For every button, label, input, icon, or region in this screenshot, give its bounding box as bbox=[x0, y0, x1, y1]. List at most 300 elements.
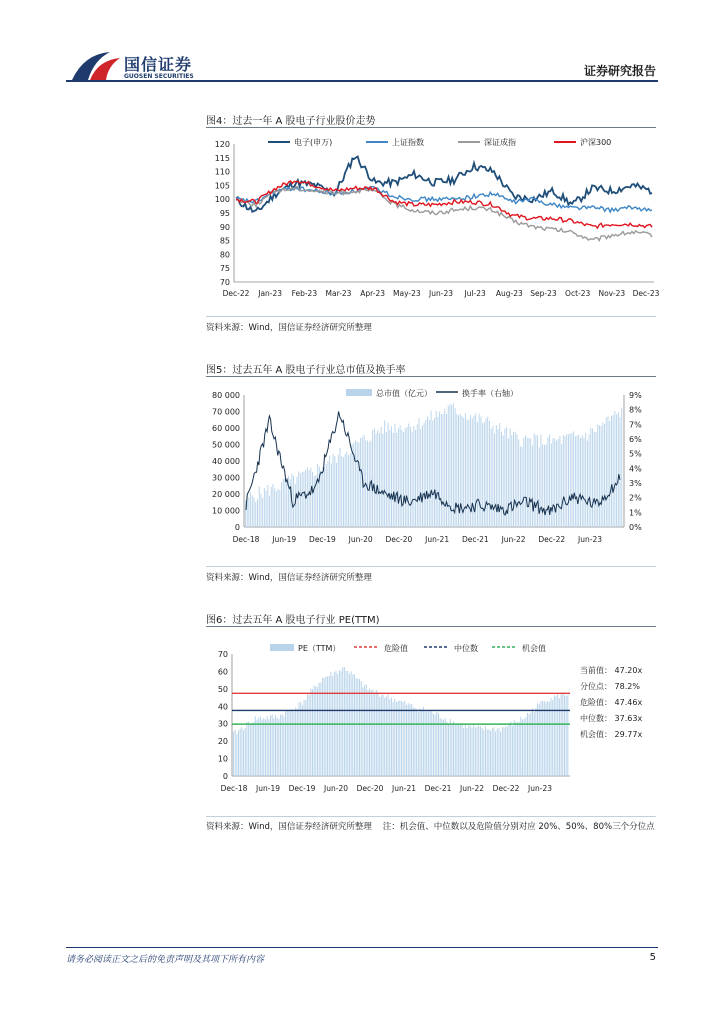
market-cap-bar bbox=[334, 456, 335, 527]
market-cap-bar bbox=[279, 490, 280, 527]
market-cap-bar bbox=[443, 414, 444, 527]
pe-bar bbox=[253, 722, 254, 776]
pe-bar bbox=[307, 694, 308, 776]
y-tick-label: 80 000 bbox=[212, 391, 240, 400]
pe-bar bbox=[520, 717, 521, 776]
fig6-source-text: 资料来源：Wind，国信证券经济研究所整理 bbox=[206, 822, 372, 832]
market-cap-bar bbox=[274, 488, 275, 527]
market-cap-bar bbox=[580, 438, 581, 527]
market-cap-bar bbox=[492, 426, 493, 527]
x-tick-label: Jun-22 bbox=[501, 535, 526, 544]
pe-bar bbox=[540, 701, 541, 776]
x-tick-label: Dec-22 bbox=[492, 784, 520, 793]
pe-bar bbox=[413, 707, 414, 776]
pe-bar bbox=[514, 720, 515, 776]
pe-bar bbox=[461, 724, 462, 776]
x-tick-label: May-23 bbox=[393, 289, 421, 298]
pe-annotation: 中位数： 37.63x bbox=[580, 714, 643, 723]
pe-bar bbox=[416, 709, 417, 776]
market-cap-bar bbox=[391, 426, 392, 527]
pe-bar bbox=[388, 694, 389, 776]
chart-stock-trend bbox=[206, 130, 660, 308]
pe-bar bbox=[495, 731, 496, 776]
market-cap-bar bbox=[307, 467, 308, 527]
market-cap-bar bbox=[420, 429, 421, 527]
pe-bar bbox=[248, 721, 249, 776]
pe-bar bbox=[423, 707, 424, 776]
y-tick-label: 80 bbox=[219, 250, 230, 260]
market-cap-bar bbox=[259, 486, 260, 527]
pe-bar bbox=[379, 697, 380, 776]
pe-bar bbox=[443, 720, 444, 776]
pe-annotation: 危险值： 47.46x bbox=[580, 698, 643, 707]
pe-annotation: 分位点： 78.2% bbox=[580, 682, 640, 691]
market-cap-bar bbox=[324, 467, 325, 527]
pe-annotation: 当前值： 47.20x bbox=[580, 666, 643, 675]
market-cap-bar bbox=[336, 463, 337, 527]
fig6-title: 图6：过去五年 A 股电子行业 PE(TTM) bbox=[206, 615, 380, 626]
pe-bar bbox=[374, 693, 375, 776]
pe-bar bbox=[534, 712, 535, 776]
pe-bar bbox=[414, 708, 415, 776]
report-type: 证券研究报告 bbox=[583, 64, 656, 78]
pe-bar bbox=[277, 718, 278, 776]
page-number: 5 bbox=[649, 952, 656, 963]
pe-bar bbox=[515, 722, 516, 776]
market-cap-bar bbox=[513, 432, 514, 527]
pe-bar bbox=[354, 674, 355, 776]
y2-tick-label: 2% bbox=[629, 493, 642, 503]
x-tick-label: Oct-23 bbox=[565, 289, 591, 298]
legend-label-1: 危险值 bbox=[384, 644, 408, 653]
pe-bar bbox=[245, 728, 246, 776]
market-cap-bar bbox=[432, 421, 433, 527]
market-cap-bar bbox=[611, 416, 612, 527]
market-cap-bar bbox=[535, 436, 536, 527]
pe-bar bbox=[498, 728, 499, 776]
market-cap-bar bbox=[444, 409, 445, 527]
market-cap-bar bbox=[577, 436, 578, 527]
pe-bar bbox=[483, 730, 484, 776]
market-cap-bar bbox=[297, 477, 298, 527]
market-cap-bar bbox=[532, 446, 533, 527]
market-cap-bar bbox=[379, 433, 380, 527]
market-cap-bar bbox=[314, 476, 315, 527]
y-tick-label: 95 bbox=[219, 209, 230, 218]
pe-bar bbox=[537, 703, 538, 776]
market-cap-bar bbox=[302, 472, 303, 527]
x-tick-label: Jan-23 bbox=[258, 289, 283, 298]
pe-bar bbox=[299, 703, 300, 776]
market-cap-bar bbox=[539, 447, 540, 527]
pe-bar bbox=[436, 712, 437, 776]
pe-bar bbox=[425, 711, 426, 776]
pe-annotation: 机会值： 29.77x bbox=[580, 730, 643, 739]
market-cap-bar bbox=[329, 456, 330, 527]
y-tick-label: 50 bbox=[217, 684, 228, 694]
market-cap-bar bbox=[467, 420, 468, 527]
market-cap-bar bbox=[346, 452, 347, 527]
pe-bar bbox=[292, 709, 293, 776]
market-cap-bar bbox=[556, 441, 557, 527]
pe-bar bbox=[257, 720, 258, 776]
fig6-note: 注：机会值、中位数以及危险值分别对应 20%、50%、80%三个分位点 bbox=[382, 822, 655, 832]
pe-bar bbox=[456, 724, 457, 776]
market-cap-bar bbox=[266, 491, 267, 527]
market-cap-bar bbox=[613, 415, 614, 527]
pe-bar bbox=[545, 702, 546, 776]
market-cap-bar bbox=[272, 484, 273, 527]
market-cap-bar bbox=[384, 421, 385, 527]
market-cap-bar bbox=[429, 420, 430, 527]
legend-swatch-pe bbox=[270, 644, 294, 651]
market-cap-bar bbox=[317, 464, 318, 527]
market-cap-bar bbox=[453, 403, 454, 527]
pe-bar bbox=[304, 700, 305, 776]
market-cap-bar bbox=[260, 494, 261, 527]
market-cap-bar bbox=[248, 497, 249, 527]
pe-bar bbox=[522, 719, 523, 776]
market-cap-bar bbox=[374, 429, 375, 527]
x-tick-label: Jun-20 bbox=[348, 535, 373, 544]
pe-bar bbox=[367, 690, 368, 776]
pe-bar bbox=[487, 729, 488, 776]
market-cap-bar bbox=[596, 432, 597, 527]
x-tick-label: Dec-21 bbox=[461, 535, 489, 544]
pe-bar bbox=[399, 700, 400, 776]
market-cap-bar bbox=[529, 438, 530, 527]
pe-bar bbox=[255, 716, 256, 776]
pe-bar bbox=[408, 703, 409, 776]
pe-bar bbox=[441, 719, 442, 776]
market-cap-bar bbox=[352, 444, 353, 527]
pe-bar bbox=[532, 708, 533, 776]
pe-bar bbox=[470, 726, 471, 776]
x-tick-label: Aug-23 bbox=[495, 289, 523, 298]
market-cap-bar bbox=[412, 432, 413, 527]
pe-bar bbox=[561, 694, 562, 776]
y2-tick-label: 9% bbox=[629, 391, 642, 400]
market-cap-bar bbox=[558, 439, 559, 527]
pe-bar bbox=[509, 723, 510, 776]
market-cap-bar bbox=[298, 472, 299, 527]
pe-bar bbox=[369, 689, 370, 776]
legend-label-0: 电子(申万) bbox=[294, 138, 333, 147]
market-cap-bar bbox=[382, 434, 383, 527]
fig5-title: 图5：过去五年 A 股电子行业总市值及换手率 bbox=[206, 365, 406, 376]
x-tick-label: Jun-19 bbox=[272, 535, 297, 544]
market-cap-bar bbox=[494, 433, 495, 527]
pe-bar bbox=[438, 713, 439, 776]
market-cap-bar bbox=[608, 417, 609, 527]
pe-bar bbox=[419, 709, 420, 776]
pe-bar bbox=[544, 701, 545, 776]
market-cap-bar bbox=[381, 427, 382, 527]
market-cap-bar bbox=[472, 419, 473, 527]
market-cap-bar bbox=[425, 420, 426, 527]
x-tick-label: Dec-19 bbox=[288, 784, 316, 793]
market-cap-bar bbox=[534, 433, 535, 527]
pe-bar bbox=[327, 676, 328, 776]
pe-bar bbox=[503, 727, 504, 776]
market-cap-bar bbox=[398, 428, 399, 527]
pe-bar bbox=[477, 726, 478, 776]
pe-bar bbox=[465, 724, 466, 776]
pe-bar bbox=[251, 723, 252, 776]
market-cap-bar bbox=[388, 423, 389, 527]
pe-bar bbox=[324, 678, 325, 776]
pe-bar bbox=[453, 721, 454, 776]
y-tick-label: 30 000 bbox=[212, 473, 240, 483]
brand-logo-icon bbox=[70, 50, 122, 82]
pe-bar bbox=[556, 696, 557, 776]
market-cap-bar bbox=[441, 414, 442, 527]
pe-bar bbox=[381, 695, 382, 776]
y2-tick-label: 8% bbox=[629, 405, 642, 415]
pe-bar bbox=[430, 711, 431, 776]
pe-bar bbox=[450, 719, 451, 776]
pe-bar bbox=[273, 718, 274, 776]
market-cap-bar bbox=[489, 421, 490, 527]
brand-name-en: GUOSEN SECURITIES bbox=[124, 73, 194, 80]
pe-bar bbox=[480, 726, 481, 776]
x-tick-label: Dec-20 bbox=[385, 535, 413, 544]
market-cap-bar bbox=[326, 464, 327, 527]
pe-bar bbox=[344, 667, 345, 776]
y-tick-label: 120 bbox=[214, 140, 230, 149]
market-cap-bar bbox=[303, 472, 304, 527]
y2-tick-label: 4% bbox=[629, 464, 642, 474]
pe-bar bbox=[478, 726, 479, 776]
pe-bar bbox=[567, 695, 568, 776]
market-cap-bar bbox=[322, 467, 323, 527]
pe-bar bbox=[332, 676, 333, 776]
fig4-title: 图4：过去一年 A 股电子行业股价走势 bbox=[206, 116, 376, 127]
market-cap-bar bbox=[451, 405, 452, 527]
x-tick-label: Dec-21 bbox=[424, 784, 452, 793]
market-cap-bar bbox=[477, 422, 478, 527]
pe-bar bbox=[488, 729, 489, 776]
market-cap-bar bbox=[372, 430, 373, 527]
pe-bar bbox=[418, 712, 419, 776]
market-cap-bar bbox=[561, 444, 562, 527]
pe-bar bbox=[372, 690, 373, 776]
market-cap-bar bbox=[345, 454, 346, 527]
pe-bar bbox=[364, 685, 365, 776]
x-tick-label: Sep-23 bbox=[530, 289, 557, 298]
x-tick-label: Mar-23 bbox=[325, 289, 352, 298]
pe-bar bbox=[314, 686, 315, 776]
pe-bar bbox=[297, 709, 298, 776]
y-tick-label: 10 bbox=[217, 754, 228, 764]
pe-bar bbox=[260, 716, 261, 776]
market-cap-bar bbox=[587, 441, 588, 527]
pe-bar bbox=[287, 710, 288, 776]
market-cap-bar bbox=[547, 438, 548, 527]
market-cap-bar bbox=[341, 456, 342, 527]
fig6-top-rule bbox=[206, 626, 656, 627]
market-cap-bar bbox=[400, 425, 401, 527]
market-cap-bar bbox=[436, 411, 437, 527]
x-tick-label: Dec-23 bbox=[632, 289, 660, 298]
y2-tick-label: 7% bbox=[629, 420, 642, 430]
y-tick-label: 30 bbox=[217, 719, 228, 729]
market-cap-bar bbox=[348, 455, 349, 527]
market-cap-bar bbox=[589, 435, 590, 527]
pe-bar bbox=[445, 718, 446, 776]
market-cap-bar bbox=[491, 429, 492, 527]
market-cap-bar bbox=[367, 441, 368, 527]
legend-label-2: 深证成指 bbox=[484, 138, 516, 147]
market-cap-bar bbox=[333, 454, 334, 527]
pe-bar bbox=[283, 716, 284, 776]
pe-bar bbox=[517, 722, 518, 776]
market-cap-bar bbox=[281, 482, 282, 527]
market-cap-bar bbox=[504, 428, 505, 527]
pe-bar bbox=[490, 731, 491, 776]
pe-bar bbox=[428, 711, 429, 776]
pe-bar bbox=[258, 718, 259, 776]
pe-bar bbox=[426, 712, 427, 776]
market-cap-bar bbox=[413, 426, 414, 527]
market-cap-bar bbox=[278, 489, 279, 527]
market-cap-bar bbox=[498, 429, 499, 527]
x-tick-label: Jun-21 bbox=[392, 784, 416, 793]
pe-bar bbox=[361, 681, 362, 776]
market-cap-bar bbox=[468, 420, 469, 527]
y2-tick-label: 1% bbox=[629, 508, 642, 518]
market-cap-bar bbox=[338, 455, 339, 527]
market-cap-bar bbox=[563, 435, 564, 527]
x-tick-label: Dec-18 bbox=[220, 784, 248, 793]
legend-label-1: 上证指数 bbox=[392, 138, 424, 147]
pe-bar bbox=[562, 693, 563, 776]
pe-bar bbox=[448, 723, 449, 776]
pe-bar bbox=[305, 700, 306, 776]
pe-bar bbox=[564, 695, 565, 776]
market-cap-bar bbox=[604, 424, 605, 527]
market-cap-bar bbox=[465, 413, 466, 527]
pe-bar bbox=[473, 725, 474, 776]
y-tick-label: 115 bbox=[214, 153, 230, 163]
pe-bar bbox=[440, 718, 441, 776]
market-cap-bar bbox=[508, 438, 509, 527]
market-cap-bar bbox=[394, 424, 395, 527]
market-cap-bar bbox=[599, 425, 600, 527]
pe-bar bbox=[268, 719, 269, 776]
market-cap-bar bbox=[417, 424, 418, 527]
pe-bar bbox=[460, 725, 461, 776]
pe-bar bbox=[293, 711, 294, 776]
pe-bar bbox=[295, 708, 296, 776]
pe-bar bbox=[497, 729, 498, 776]
pe-bar bbox=[525, 717, 526, 776]
legend-label-market-cap: 总市值（亿元） bbox=[376, 389, 432, 398]
market-cap-bar bbox=[343, 457, 344, 527]
series-line-1 bbox=[236, 187, 652, 212]
market-cap-bar bbox=[405, 428, 406, 527]
pe-bar bbox=[288, 710, 289, 776]
market-cap-bar bbox=[267, 485, 268, 527]
pe-bar bbox=[396, 702, 397, 776]
pe-bar bbox=[317, 687, 318, 776]
market-cap-bar bbox=[482, 423, 483, 527]
market-cap-bar bbox=[410, 427, 411, 527]
y-tick-label: 0 bbox=[222, 772, 228, 781]
pe-bar bbox=[542, 701, 543, 776]
y-tick-label: 40 000 bbox=[212, 457, 240, 466]
market-cap-bar bbox=[257, 499, 258, 527]
pe-bar bbox=[535, 708, 536, 776]
market-cap-bar bbox=[407, 427, 408, 527]
market-cap-bar bbox=[585, 433, 586, 527]
market-cap-bar bbox=[427, 416, 428, 527]
series-line-2 bbox=[236, 187, 652, 241]
market-cap-bar bbox=[419, 418, 420, 527]
market-cap-bar bbox=[553, 438, 554, 527]
pe-bar bbox=[398, 701, 399, 776]
pe-bar bbox=[527, 713, 528, 776]
market-cap-bar bbox=[300, 473, 301, 527]
market-cap-bar bbox=[606, 418, 607, 527]
x-tick-label: Apr-23 bbox=[360, 289, 386, 298]
x-tick-label: Feb-23 bbox=[291, 289, 318, 298]
x-tick-label: Nov-23 bbox=[598, 289, 626, 298]
market-cap-bar bbox=[525, 435, 526, 527]
market-cap-bar bbox=[501, 432, 502, 527]
market-cap-bar bbox=[456, 414, 457, 527]
market-cap-bar bbox=[573, 431, 574, 527]
pe-bar bbox=[446, 722, 447, 776]
y-tick-label: 105 bbox=[214, 181, 230, 191]
market-cap-bar bbox=[530, 439, 531, 527]
pe-bar bbox=[433, 714, 434, 776]
market-cap-bar bbox=[403, 432, 404, 527]
x-tick-label: Jun-23 bbox=[578, 535, 602, 544]
pe-bar bbox=[246, 722, 247, 776]
market-cap-bar bbox=[285, 479, 286, 527]
pe-bar bbox=[512, 726, 513, 776]
x-tick-label: Jun-21 bbox=[425, 535, 450, 544]
pe-bar bbox=[263, 718, 264, 776]
market-cap-bar bbox=[568, 434, 569, 527]
pe-bar bbox=[236, 734, 237, 776]
fig4-bottom-rule bbox=[206, 316, 656, 317]
pe-bar bbox=[235, 730, 236, 776]
market-cap-bar bbox=[364, 435, 365, 527]
market-cap-bar bbox=[609, 421, 610, 527]
market-cap-bar bbox=[295, 484, 296, 527]
y-tick-label: 0 bbox=[234, 523, 240, 532]
market-cap-bar bbox=[312, 472, 313, 527]
pe-bar bbox=[349, 674, 350, 776]
market-cap-bar bbox=[350, 454, 351, 527]
pe-bar bbox=[262, 720, 263, 776]
pe-bar bbox=[492, 728, 493, 776]
pe-bar bbox=[549, 702, 550, 776]
pe-bar bbox=[384, 698, 385, 776]
market-cap-bar bbox=[614, 411, 615, 527]
pe-bar bbox=[391, 697, 392, 776]
market-cap-bar bbox=[565, 436, 566, 527]
market-cap-bar bbox=[621, 408, 622, 527]
pe-bar bbox=[371, 690, 372, 776]
y-tick-label: 20 000 bbox=[212, 490, 240, 499]
pe-bar bbox=[510, 722, 511, 776]
y-tick-label: 20 bbox=[217, 737, 228, 747]
market-cap-bar bbox=[522, 447, 523, 527]
legend-label-pe: PE（TTM） bbox=[298, 644, 341, 653]
